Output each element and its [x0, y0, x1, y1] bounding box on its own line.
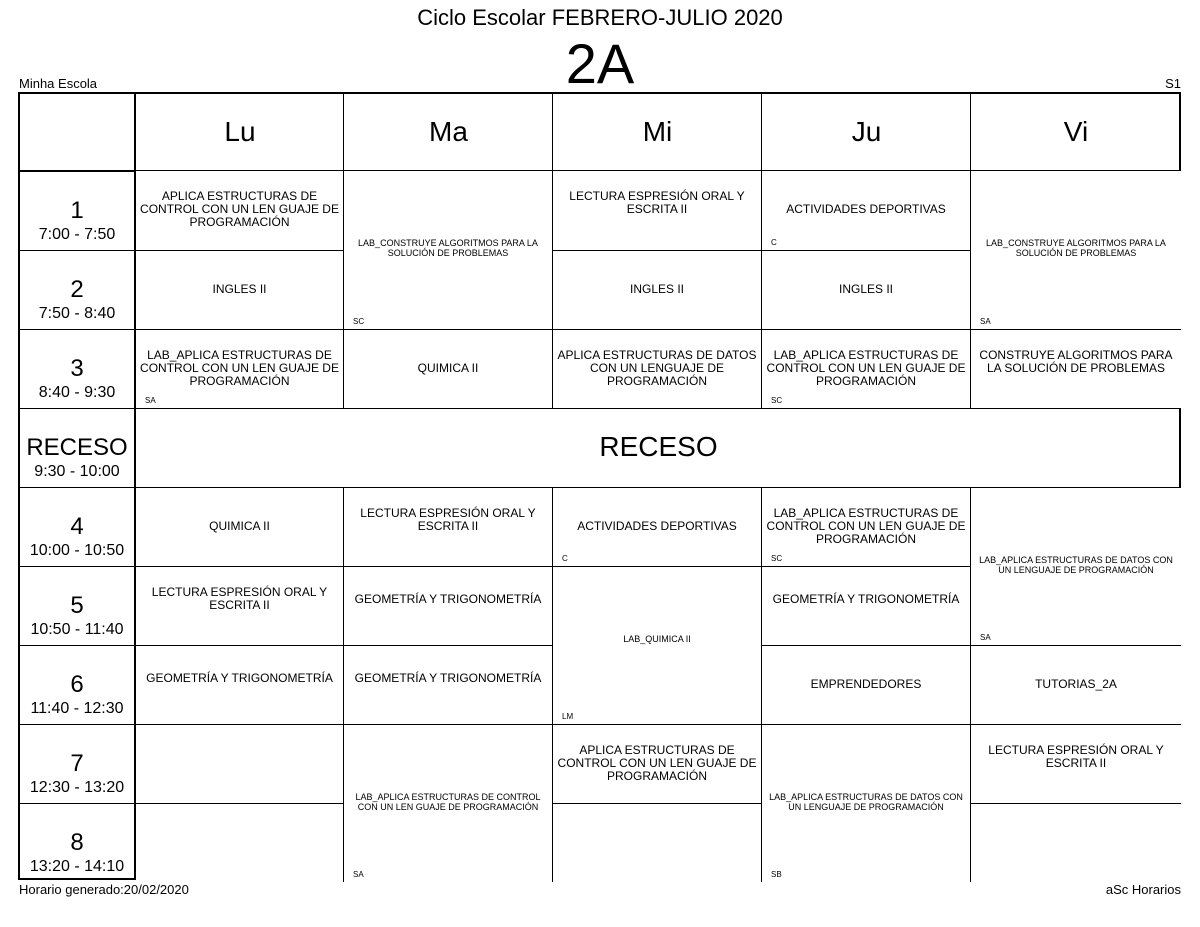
lesson-subject: INGLES II	[212, 282, 267, 296]
period-number: 6	[70, 671, 84, 698]
lesson-cell[interactable]	[971, 645, 1181, 724]
day-header-3: Ju	[851, 115, 882, 147]
period-row-line	[20, 329, 134, 330]
lesson-cell[interactable]	[971, 724, 1181, 803]
period-time: 10:50 - 11:40	[30, 621, 124, 638]
lesson-cell[interactable]	[762, 566, 971, 645]
lesson-subject: LAB_QUIMICA II	[623, 634, 691, 644]
day-header-4: Vi	[1063, 115, 1089, 147]
lesson-cell[interactable]	[762, 487, 971, 566]
lesson-subject: ACTIVIDADES DEPORTIVAS	[577, 519, 737, 533]
lesson-room: LM	[562, 712, 574, 721]
lesson-subject: LAB_APLICA ESTRUCTURAS DE CONTROL CON UN LEN GUAJE DE PROGRAMACIÓN	[355, 792, 541, 812]
lesson-subject: LAB_CONSTRUYE ALGORITMOS PARA LA SOLUCIÓN DE PROBLEMAS	[986, 238, 1166, 258]
lesson-subject: LAB_APLICA ESTRUCTURAS DE CONTROL CON UN LEN GUAJE DE PROGRAMACIÓN	[766, 348, 966, 388]
lesson-subject: APLICA ESTRUCTURAS DE CONTROL CON UN LEN GUAJE DE PROGRAMACIÓN	[557, 743, 757, 783]
lesson-cell[interactable]	[344, 566, 553, 645]
period-row-line	[20, 250, 134, 251]
lesson-subject: LECTURA ESPRESIÓN ORAL Y ESCRITA II	[151, 585, 328, 612]
period-row-line	[20, 487, 134, 488]
school-name: Minha Escola	[19, 76, 98, 91]
footer-generated: Horario generado:20/02/2020	[19, 882, 189, 897]
lesson-subject: INGLES II	[838, 282, 894, 296]
lesson-cell	[136, 803, 344, 882]
lesson-cell[interactable]	[136, 329, 344, 408]
period-label-1	[20, 276, 134, 324]
period-label-4	[20, 513, 134, 561]
period-label-3	[20, 434, 134, 482]
day-header-2: Mi	[642, 115, 673, 147]
period-time: 8:40 - 9:30	[38, 384, 116, 401]
lesson-cell[interactable]	[344, 329, 553, 408]
lesson-cell	[553, 803, 762, 882]
lesson-subject: LAB_APLICA ESTRUCTURAS DE DATOS CON UN LENGUAJE DE PROGRAMACIÓN	[979, 555, 1173, 575]
footer-software: aSc Horarios	[1105, 882, 1181, 897]
lesson-cell[interactable]	[762, 724, 971, 882]
period-number: 1	[70, 197, 84, 224]
lesson-cell[interactable]	[553, 250, 762, 329]
lesson-cell[interactable]	[136, 566, 344, 645]
lesson-cell[interactable]	[136, 487, 344, 566]
lesson-cell[interactable]	[553, 329, 762, 408]
period-row-line	[20, 803, 134, 804]
period-time: 12:30 - 13:20	[29, 779, 125, 796]
lesson-subject: EMPRENDEDORES	[810, 677, 922, 691]
lesson-cell[interactable]	[344, 487, 553, 566]
lesson-cell[interactable]	[762, 329, 971, 408]
class-title: 2A	[565, 32, 635, 95]
period-number: 2	[70, 276, 84, 303]
period-time: 11:40 - 12:30	[30, 700, 124, 717]
lesson-room: SC	[771, 554, 783, 563]
lesson-subject: LAB_CONSTRUYE ALGORITMOS PARA LA SOLUCIÓN DE PROBLEMAS	[358, 238, 538, 258]
lesson-cell[interactable]	[344, 724, 553, 882]
period-row-line	[20, 408, 134, 409]
lesson-room: SA	[980, 633, 991, 642]
period-label-0	[20, 197, 134, 245]
period-time: 13:20 - 14:10	[29, 858, 125, 875]
lesson-cell[interactable]	[553, 724, 762, 803]
lesson-room: SB	[771, 870, 782, 879]
lesson-subject: INGLES II	[629, 282, 685, 296]
lesson-subject: LAB_APLICA ESTRUCTURAS DE DATOS CON UN LENGUAJE DE PROGRAMACIÓN	[769, 792, 963, 812]
lesson-subject: APLICA ESTRUCTURAS DE CONTROL CON UN LEN GUAJE DE PROGRAMACIÓN	[140, 189, 339, 229]
period-time: 7:00 - 7:50	[38, 226, 116, 243]
lesson-cell[interactable]	[553, 487, 762, 566]
period-label-2	[20, 355, 134, 403]
lesson-cell	[136, 724, 344, 803]
lesson-cell	[971, 803, 1181, 882]
period-label-6	[20, 671, 134, 719]
lesson-cell[interactable]	[553, 566, 762, 724]
lesson-cell[interactable]	[136, 645, 344, 724]
lesson-subject: GEOMETRÍA Y TRIGONOMETRÍA	[772, 592, 960, 606]
period-label-7	[20, 750, 134, 798]
lesson-subject: TUTORIAS_2A	[1035, 677, 1117, 691]
break-label: RECESO	[599, 431, 718, 462]
lesson-subject: QUIMICA II	[209, 519, 270, 533]
period-time: 9:30 - 10:00	[34, 463, 120, 480]
lesson-room: SA	[145, 396, 156, 405]
lesson-subject: GEOMETRÍA Y TRIGONOMETRÍA	[146, 671, 333, 685]
period-number: 4	[70, 513, 84, 540]
lesson-cell[interactable]	[344, 171, 553, 329]
lesson-cell[interactable]	[762, 250, 971, 329]
lesson-subject: APLICA ESTRUCTURAS DE DATOS CON UN LENGUAJE DE PROGRAMACIÓN	[557, 348, 757, 388]
day-header-1: Ma	[429, 115, 468, 147]
sheet-code: S1	[1165, 76, 1181, 91]
lesson-room: SC	[771, 396, 783, 405]
lesson-subject: QUIMICA II	[417, 361, 479, 375]
lesson-cell[interactable]	[136, 171, 344, 250]
lesson-cell[interactable]	[971, 171, 1181, 329]
lesson-subject: LECTURA ESPRESIÓN ORAL Y ESCRITA II	[988, 743, 1164, 770]
lesson-subject: LAB_APLICA ESTRUCTURAS DE CONTROL CON UN LEN GUAJE DE PROGRAMACIÓN	[140, 348, 339, 388]
lesson-subject: LECTURA ESPRESIÓN ORAL Y ESCRITA II	[360, 506, 536, 533]
lesson-subject: LAB_APLICA ESTRUCTURAS DE CONTROL CON UN LEN GUAJE DE PROGRAMACIÓN	[766, 506, 966, 546]
lesson-cell[interactable]	[136, 250, 344, 329]
period-row-line	[20, 645, 134, 646]
break-row-line	[136, 408, 1180, 409]
lesson-cell[interactable]	[553, 171, 762, 250]
period-number: 7	[70, 750, 84, 777]
lesson-room: C	[562, 554, 568, 563]
lesson-subject: GEOMETRÍA Y TRIGONOMETRÍA	[354, 671, 542, 685]
lesson-subject: LECTURA ESPRESIÓN ORAL Y ESCRITA II	[569, 189, 745, 216]
period-row-line	[20, 724, 134, 725]
period-time: 10:00 - 10:50	[29, 542, 125, 559]
lesson-cell[interactable]	[762, 171, 971, 250]
period-label-5	[20, 592, 134, 640]
lesson-room: SA	[353, 870, 364, 879]
lesson-subject: CONSTRUYE ALGORITMOS PARA LA SOLUCIÓN DE PROBLEMAS	[979, 348, 1173, 375]
period-time: 7:50 - 8:40	[38, 305, 116, 322]
lesson-cell[interactable]	[762, 645, 971, 724]
lesson-subject: ACTIVIDADES DEPORTIVAS	[786, 202, 946, 216]
period-label-8	[20, 829, 134, 877]
period-number: RECESO	[26, 434, 128, 461]
lesson-room: SA	[980, 317, 991, 326]
period-number: 8	[70, 829, 84, 856]
cycle-title: Ciclo Escolar FEBRERO-JULIO 2020	[417, 5, 783, 30]
lesson-room: SC	[353, 317, 365, 326]
lesson-room: C	[771, 238, 777, 247]
lesson-cell[interactable]	[971, 487, 1181, 645]
lesson-cell[interactable]	[344, 645, 553, 724]
period-number: 5	[70, 592, 84, 619]
lesson-subject: GEOMETRÍA Y TRIGONOMETRÍA	[354, 592, 542, 606]
period-row-line	[20, 566, 134, 567]
lesson-cell[interactable]	[971, 329, 1181, 408]
day-header-0: Lu	[224, 115, 256, 147]
period-number: 3	[70, 355, 84, 382]
